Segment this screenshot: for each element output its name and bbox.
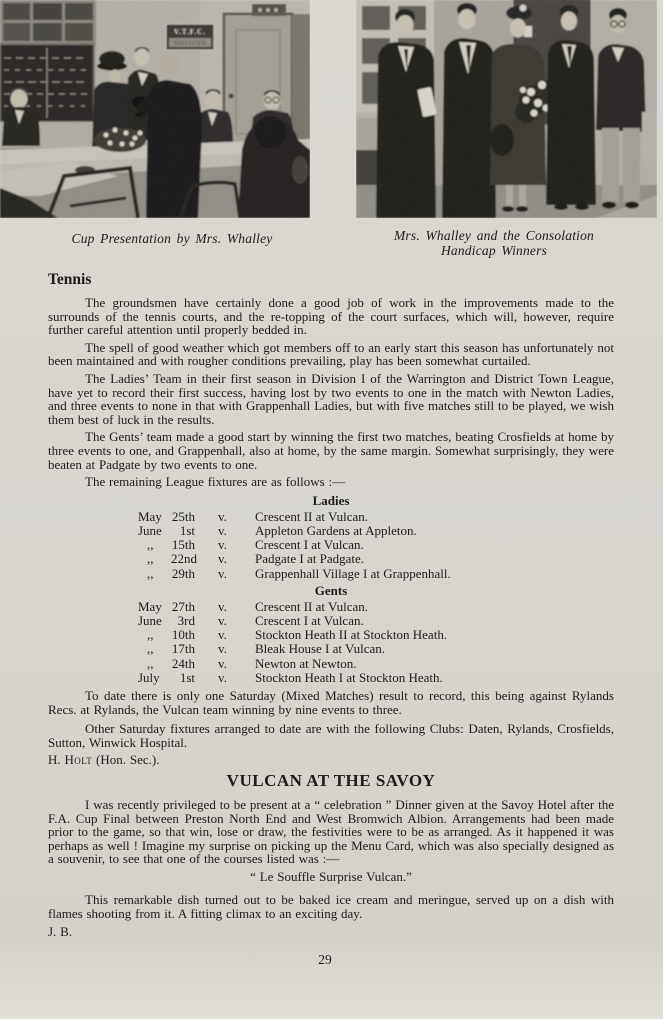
signature-suffix: (Hon. Sec.). [92, 752, 160, 768]
fixture-day: 24th [171, 655, 195, 671]
fixture-month: ,, [147, 627, 154, 643]
tennis-heading: Tennis [48, 271, 92, 288]
fixture-match: Crescent I at Vulcan. [255, 612, 364, 628]
savoy-heading: VULCAN AT THE SAVOY [226, 770, 436, 790]
savoy-paragraph-1: I was recently privileged to be present at a “ celebration ” Dinner given at the Savoy Hotel after the F.A. Cup Final between Preston North End and West Bromwich Albion. Arrangements had been made prior to the game, so that win, lose or draw, the festivities were to be as arranged. As it happened it was perhaps as well ! Imagine my surprise on picking up the Menu Card, which was also specially designed as a souvenir, to see that one of the courses listed was :— [48, 796, 614, 867]
savoy-paragraph-2: This remarkable dish turned out to be baked ice cream and meringue, served up on a dish with flames shooting from it. A fitting climax to an exciting day. [48, 892, 614, 922]
fixture-day: 29th [171, 565, 195, 581]
article-body [48, 271, 614, 938]
right-caption-line2: Handicap Winners [440, 242, 548, 258]
fixture-match: Stockton Heath II at Stockton Heath. [255, 627, 448, 643]
notice-sign-subtitle: NOTICES [173, 41, 207, 47]
tennis-paragraph-4: The Gents’ team made a good start by winning the first two matches, beating Crosfields at home by three events to one, and Grappenhall, also at home, by the same margin. Somewhat surprisingly, they were beaten at Padgate by two events to one. [48, 429, 614, 472]
handicap-winners-photo [356, 0, 657, 218]
fixture-month: May [138, 508, 162, 524]
fixture-day: 10th [171, 627, 195, 643]
fixture-month: ,, [147, 537, 154, 553]
fixture-day: 1st [179, 669, 195, 685]
fixture-row [138, 657, 614, 671]
fixture-versus: v. [218, 641, 227, 657]
fixture-match: Appleton Gardens at Appleton. [255, 522, 417, 538]
fixture-row [138, 552, 614, 566]
fixture-month: ,, [147, 641, 154, 657]
signature-prefix: H. [48, 752, 65, 768]
fixture-versus: v. [218, 598, 227, 614]
fixture-row [138, 642, 614, 656]
fixture-match: Crescent II at Vulcan. [255, 598, 369, 614]
tennis-paragraph-2: The spell of good weather which got members off to an early start this season has unfortunately not been maintained and with rougher conditions prevailing, play has been somewhat curtailed. [48, 339, 614, 369]
fixture-row [138, 524, 614, 538]
fixture-row [138, 671, 614, 685]
fixture-row [138, 538, 614, 552]
savoy-signature: J. B. [48, 923, 73, 939]
signature-name: Holt [64, 752, 93, 768]
fixture-day: 15th [171, 537, 195, 553]
left-photo-caption: Cup Presentation by Mrs. Whalley [71, 231, 273, 246]
fixture-match: Crescent I at Vulcan. [255, 537, 364, 553]
fixture-month: ,, [147, 565, 154, 581]
gents-fixtures-table [138, 600, 614, 685]
fixture-row [138, 567, 614, 581]
fixture-day: 1st [179, 522, 195, 538]
fixture-row [138, 628, 614, 642]
fixture-versus: v. [218, 522, 227, 538]
fixture-versus: v. [218, 669, 227, 685]
fixture-month: June [138, 522, 162, 538]
notice-sign-title: V.T.F.C. [174, 28, 206, 36]
fixture-versus: v. [218, 655, 227, 671]
fixture-row [138, 600, 614, 614]
ladies-fixtures-heading: Ladies [312, 492, 350, 508]
fixture-match: Stockton Heath I at Stockton Heath. [255, 669, 443, 685]
fixture-match: Newton at Newton. [255, 655, 357, 671]
fixture-day: 17th [171, 641, 195, 657]
menu-quote: “ Le Souffle Surprise Vulcan.” [250, 868, 412, 884]
fixture-versus: v. [218, 627, 227, 643]
fixture-match: Grappenhall Village I at Grappenhall. [255, 565, 451, 581]
fixture-day: 25th [171, 508, 195, 524]
tennis-paragraph-1: The groundsmen have certainly done a good job of work in the improvements made to the surrounds of the tennis courts, and the re-topping of the court surfaces, which will, however, require further careful attention until properly bedded in. [48, 295, 614, 338]
right-caption-line1: Mrs. Whalley and the Consolation [393, 228, 594, 243]
tennis-paragraph-5: To date there is only one Saturday (Mixed Matches) result to record, this being against Rylands Recs. at Rylands, the Vulcan team winning by nine events to three. [48, 687, 614, 717]
fixture-day: 22nd [171, 551, 197, 567]
ladies-fixtures-table [138, 510, 614, 581]
fixture-versus: v. [218, 612, 227, 628]
fixture-month: May [138, 598, 162, 614]
fixture-row [138, 614, 614, 628]
tennis-signature [48, 753, 614, 767]
fixture-match: Bleak House I at Vulcan. [255, 641, 386, 657]
fixture-versus: v. [218, 537, 227, 553]
cup-presentation-photo [0, 0, 310, 218]
tennis-paragraph-3: The Ladies’ Team in their first season in Division I of the Warrington and District Town League, have yet to record their first success, having lost by two events to one in the match with Newton Ladies, and three events to none in that with Grappenhall Ladies, but with five matches still to be played, we wish them best of luck in the results. [48, 370, 614, 427]
fixture-month: ,, [147, 551, 154, 567]
fixture-month: June [138, 612, 162, 628]
fixture-versus: v. [218, 551, 227, 567]
fixture-match: Padgate I at Padgate. [255, 551, 365, 567]
fixture-versus: v. [218, 508, 227, 524]
fixtures-intro: The remaining League fixtures are as follows :— [85, 474, 346, 490]
tennis-paragraph-6: Other Saturday fixtures arranged to date are with the following Clubs: Daten, Rylands, Crosfields, Sutton, Winwick Hospital. [48, 721, 614, 750]
fixture-day: 27th [171, 598, 195, 614]
fixture-month: ,, [147, 655, 154, 671]
fixture-month: July [138, 669, 160, 685]
fixture-match: Crescent II at Vulcan. [255, 508, 369, 524]
fixture-versus: v. [218, 565, 227, 581]
fixture-row [138, 510, 614, 524]
right-photo-caption [344, 229, 644, 258]
page-number: 29 [318, 952, 332, 967]
gents-fixtures-heading: Gents [314, 582, 348, 598]
fixture-day: 3rd [177, 612, 195, 628]
